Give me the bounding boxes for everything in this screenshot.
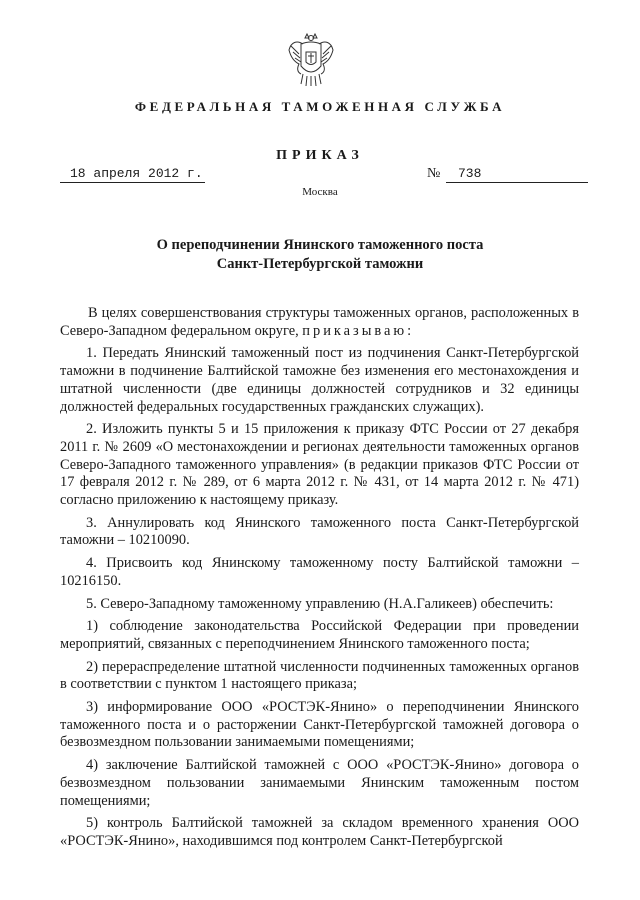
subparagraph-5-2: 2) перераспределение штатной численности подчиненных таможенных органов в соответствии с пунктом 1 настоящего приказа; <box>60 658 579 693</box>
subparagraph-5-4: 4) заключение Балтийской таможней с ООО «РОСТЭК-Янино» договора о безвозмездном пользовании занимаемыми Янинским таможенным постом помещениями; <box>60 757 579 809</box>
order-body <box>60 305 579 856</box>
subparagraph-5-1: 1) соблюдение законодательства Российской Федерации при проведении мероприятий, связанных с переподчинением Янинского таможенного поста; <box>60 618 579 652</box>
intro-paragraph <box>60 305 579 340</box>
order-subject <box>120 236 520 274</box>
order-date: 18 апреля 2012 г. <box>60 166 205 183</box>
paragraph-5: 5. Северо-Западному таможенному управлению (Н.А.Галикеев) обеспечить: <box>86 595 554 612</box>
intro-text: В целях совершенствования структуры таможенных органов, расположенных в Северо-Западном федеральном округе, <box>60 305 579 339</box>
subject-line-1: О переподчинении Янинского таможенного поста <box>156 237 484 253</box>
paragraph-3: 3. Аннулировать код Янинского таможенного поста Санкт-Петербургской таможни – 10210090. <box>60 514 579 549</box>
intro-verb: приказываю: <box>302 322 415 339</box>
subject-line-2: Санкт-Петербургской таможни <box>216 256 424 272</box>
city-name: Москва <box>302 186 338 198</box>
document-type-title: ПРИКАЗ <box>276 148 364 163</box>
paragraph-1: 1. Передать Янинский таможенный пост из подчинения Санкт-Петербургской таможни в подчинение Балтийской таможне без изменения его местонахождения и штатной численности (две единицы должностей сотрудников и 32 единицы должностей федеральных государственных гражданских служащих). <box>60 345 579 415</box>
agency-name: ФЕДЕРАЛЬНАЯ ТАМОЖЕННАЯ СЛУЖБА <box>134 99 506 114</box>
paragraph-2: 2. Изложить пункты 5 и 15 приложения к приказу ФТС России от 27 декабря 2011 г. № 2609 «О местонахождении и регионах деятельности таможенных органов Северо-Западного таможенного управления» (в редакции приказов ФТС России от 17 февраля 2012 г. № 289, от 6 марта 2012 г. № 431, от 14 марта 2012 г. № 471) согласно приложению к настоящему приказу. <box>60 421 579 509</box>
order-number: 738 <box>446 166 588 183</box>
subparagraph-5-5: 5) контроль Балтийской таможней за складом временного хранения ООО «РОСТЭК-Янино», находившимся под контролем Санкт-Петербургской <box>60 815 579 849</box>
paragraph-4: 4. Присвоить код Янинскому таможенному посту Балтийской таможни – 10216150. <box>60 555 579 589</box>
subparagraph-5-3: 3) информирование ООО «РОСТЭК-Янино» о переподчинении Янинского таможенного поста и о расторжении Санкт-Петербургской таможней договора о безвозмездном пользовании занимаемыми помещениями; <box>60 699 579 751</box>
coat-of-arms-emblem <box>287 32 335 88</box>
number-sign: № <box>427 166 441 181</box>
